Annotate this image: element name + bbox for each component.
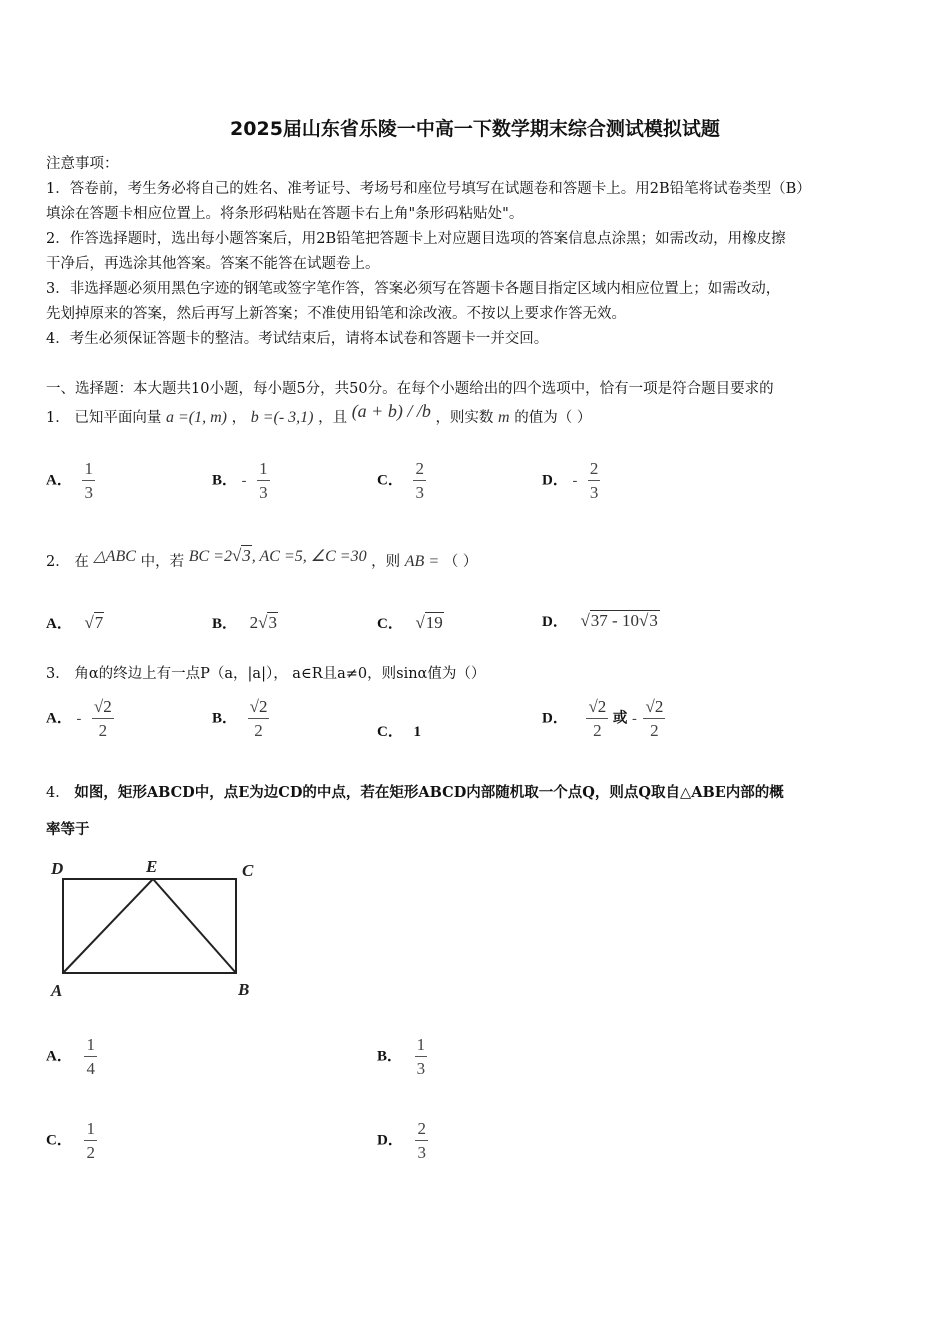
question-text: 率等于 <box>46 821 90 838</box>
section-heading: 一、选择题：本大题共10小题，每小题5分，共50分。在每个小题给出的四个选项中，恰有一项是符合题目要求的 <box>46 381 774 397</box>
question-3 <box>46 662 485 683</box>
option-label: B． <box>212 472 238 489</box>
math-part: BC =2 <box>188 548 232 565</box>
math-expression: (a + b) / /b <box>351 401 431 421</box>
denominator: 2 <box>86 1143 95 1162</box>
option-c[interactable] <box>377 720 421 741</box>
option-label: B． <box>212 710 238 727</box>
question-text: ，且 <box>318 410 348 426</box>
question-2 <box>46 546 478 571</box>
numerator: 1 <box>257 460 270 481</box>
option-label: D． <box>542 472 568 489</box>
square-root: √3 <box>231 546 251 565</box>
math-expression: a =(1, m) <box>165 409 227 426</box>
label-a: A <box>51 981 63 1000</box>
fraction <box>84 1120 97 1161</box>
numerator: √2 <box>92 698 114 719</box>
fraction <box>413 460 426 501</box>
math-expression: AB = <box>404 553 440 570</box>
option-label: C． <box>377 472 403 489</box>
notice-line: 2．作答选择题时，选出每小题答案后，用2B铅笔把答题卡上对应题目选项的答案信息点涂黑；如需改动，用橡皮擦 <box>46 231 786 247</box>
rectangle-figure <box>46 852 266 1002</box>
fraction <box>415 1120 428 1161</box>
radicand: 2 <box>597 697 607 716</box>
option-sign: - <box>632 710 637 727</box>
question-text: ，则 <box>371 554 401 570</box>
numerator: 1 <box>84 1036 97 1057</box>
question-text: 中，若 <box>140 554 185 570</box>
notice-heading: 注意事项： <box>46 156 119 172</box>
numerator: 2 <box>588 460 601 481</box>
notice-line: 4．考生必须保证答题卡的整洁。考试结束后，请将本试卷和答题卡一并交回。 <box>46 331 549 347</box>
option-value: 1 <box>413 724 421 740</box>
question-number: 1． <box>46 410 70 426</box>
segment-be <box>153 879 236 973</box>
page-title: 2025届山东省乐陵一中高一下数学期末综合测试模拟试题 <box>230 118 720 140</box>
fraction <box>82 460 95 501</box>
option-sign: - <box>76 710 82 727</box>
square-root: √37 - 10√3 <box>580 611 658 630</box>
numerator: √2 <box>586 698 608 719</box>
denominator: 2 <box>650 721 659 740</box>
radicand: 19 <box>425 613 443 632</box>
option-label: A． <box>46 1048 72 1065</box>
question-text: ，则实数 <box>435 410 494 426</box>
radicand: 3 <box>242 546 251 565</box>
option-d[interactable] <box>542 460 600 501</box>
question-text: （ ） <box>443 554 478 570</box>
option-d[interactable] <box>542 610 660 631</box>
question-number: 4． <box>46 785 70 801</box>
radicand: 3 <box>268 613 277 632</box>
fraction <box>248 698 270 739</box>
question-text: 角α的终边上有一点P（a，|a|）， a∈R且a≠0，则sinα值为（） <box>74 666 486 682</box>
option-label: A． <box>46 472 72 489</box>
notice-line: 先划掉原来的答案，然后再写上新答案；不准使用铅笔和涂改液。不按以上要求作答无效。 <box>46 306 626 322</box>
square-root: √19 <box>415 613 443 632</box>
square-root: √7 <box>84 613 104 632</box>
option-sign: - <box>241 472 247 489</box>
option-label: D． <box>377 1132 403 1149</box>
numerator: 1 <box>82 460 95 481</box>
numerator: 1 <box>415 1036 428 1057</box>
option-b[interactable] <box>377 1036 427 1077</box>
radicand: 37 - 10√3 <box>590 611 658 630</box>
label-d: D <box>51 859 64 878</box>
option-d[interactable] <box>542 698 665 739</box>
option-c[interactable] <box>377 460 426 501</box>
question-number: 3． <box>46 666 70 682</box>
radicand: 2 <box>654 697 664 716</box>
rectangle-abcd <box>63 879 236 973</box>
question-text: 的值为（ ） <box>514 410 592 426</box>
option-connector: 或 <box>612 709 628 727</box>
option-label: A． <box>46 710 72 727</box>
numerator: 2 <box>413 460 426 481</box>
numerator: √2 <box>248 698 270 719</box>
denominator: 3 <box>589 483 599 502</box>
fraction <box>643 698 665 739</box>
option-b[interactable] <box>212 698 269 739</box>
option-d[interactable] <box>377 1120 428 1161</box>
option-label: C． <box>377 616 403 632</box>
question-4 <box>46 781 784 802</box>
label-c: C <box>242 861 254 880</box>
numerator: 2 <box>415 1120 428 1141</box>
math-expression <box>189 548 367 565</box>
denominator: 3 <box>259 483 268 502</box>
denominator: 4 <box>86 1059 95 1078</box>
option-b[interactable] <box>212 612 278 633</box>
option-label: B． <box>377 1048 403 1065</box>
option-label: D． <box>542 614 568 630</box>
fraction <box>257 460 270 501</box>
label-e: E <box>146 857 158 876</box>
option-label: B． <box>212 616 238 632</box>
numerator: 1 <box>84 1120 97 1141</box>
numerator: √2 <box>643 698 665 719</box>
option-label: C． <box>46 1132 72 1149</box>
option-c[interactable] <box>377 612 444 633</box>
option-sign: - <box>572 472 578 489</box>
fraction <box>84 1036 97 1077</box>
denominator: 3 <box>417 1143 426 1162</box>
option-a[interactable] <box>46 612 104 633</box>
option-label: D． <box>542 710 568 727</box>
inner-radicand: 3 <box>649 611 658 630</box>
fraction <box>415 1036 428 1077</box>
math-expression: m <box>498 409 510 426</box>
coefficient: 2 <box>249 613 259 632</box>
radicand: 7 <box>94 613 104 632</box>
segment-ae <box>63 879 153 973</box>
fraction <box>588 460 601 501</box>
question-text: 在 <box>74 554 89 570</box>
option-label: C． <box>377 724 403 740</box>
option-label: A． <box>46 616 72 632</box>
option-c[interactable] <box>46 1120 97 1161</box>
question-1 <box>46 401 592 427</box>
option-a[interactable] <box>46 698 114 739</box>
question-number: 2． <box>46 554 70 570</box>
radicand: 2 <box>258 697 268 716</box>
math-expression: △ABC <box>93 548 136 565</box>
denominator: 2 <box>254 721 263 740</box>
option-b[interactable] <box>212 460 270 501</box>
question-text: ， <box>231 410 247 426</box>
question-text: 如图，矩形ABCD中，点E为边CD的中点，若在矩形ABCD内部随机取一个点Q，则点Q取自△ABE内部的概 <box>74 784 784 801</box>
radicand-part: 37 - 10 <box>590 611 639 630</box>
option-a[interactable] <box>46 1036 97 1077</box>
radicand: 2 <box>103 697 112 716</box>
fraction <box>586 698 608 739</box>
label-b: B <box>238 980 250 999</box>
notice-line: 3．非选择题必须用黑色字迹的钢笔或签字笔作答，答案必须写在答题卡各题目指定区域内相应位置上；如需改动， <box>46 281 781 297</box>
denominator: 3 <box>415 483 424 502</box>
denominator: 2 <box>98 721 108 740</box>
denominator: 3 <box>416 1059 426 1078</box>
denominator: 3 <box>84 483 93 502</box>
math-part: , AC =5, ∠C =30 <box>251 548 367 565</box>
fraction <box>92 698 114 739</box>
option-a[interactable] <box>46 460 95 501</box>
notice-line: 填涂在答题卡相应位置上。将条形码粘贴在答题卡右上角"条形码粘贴处"。 <box>46 206 524 222</box>
denominator: 2 <box>593 721 602 740</box>
math-expression: b =(- 3,1) <box>250 409 314 426</box>
square-root: 2√3 <box>249 613 277 632</box>
question-text: 已知平面向量 <box>74 410 162 426</box>
notice-line: 干净后，再选涂其他答案。答案不能答在试题卷上。 <box>46 256 380 272</box>
notice-line: 1．答卷前，考生务必将自己的姓名、准考证号、考场号和座位号填写在试题卷和答题卡上。用2B铅笔将试卷类型（B） <box>46 181 811 197</box>
